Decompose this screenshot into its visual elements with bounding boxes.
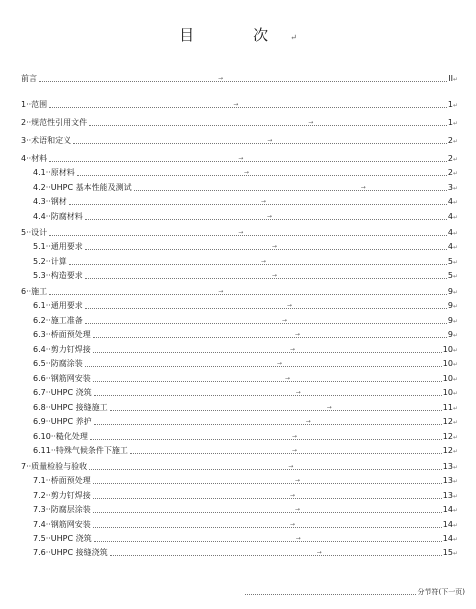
tab-arrow-icon: →: [294, 506, 300, 513]
toc-entry-page: [442, 415, 458, 430]
toc-entry-page: [447, 152, 458, 167]
tab-arrow-icon: →: [291, 447, 297, 454]
toc-dot-leader: [94, 535, 442, 542]
tab-arrow-icon: →: [308, 119, 314, 126]
toc-entry-label: 4.3··钢材: [33, 197, 67, 206]
toc-dot-leader: [94, 418, 442, 425]
tab-arrow-icon: →: [238, 155, 244, 162]
tab-arrow-icon: →: [295, 389, 301, 396]
tab-arrow-icon: →: [316, 549, 322, 556]
toc-entry-page: [442, 546, 458, 561]
toc-entry-page: [442, 518, 458, 533]
paragraph-mark-icon: ↵: [452, 418, 458, 426]
paragraph-mark-icon: ↵: [452, 433, 458, 441]
toc-entry-page: [442, 372, 458, 387]
toc-page-number: 10: [442, 387, 453, 397]
tab-arrow-icon: →: [260, 198, 266, 205]
toc-entry-label: 5.2··计算: [33, 257, 67, 266]
toc-dot-leader: [93, 521, 442, 528]
toc-page-number: 10: [442, 344, 453, 354]
paragraph-mark-icon: ↵: [452, 375, 458, 383]
toc-page-number: 9: [447, 286, 453, 296]
toc-page-number: 13: [442, 461, 453, 471]
toc-page-number: 10: [442, 373, 453, 383]
toc-entry-page: [442, 430, 458, 445]
toc-dot-leader: [93, 346, 442, 353]
tab-arrow-icon: →: [271, 243, 277, 250]
paragraph-mark-icon: ↵: [452, 389, 458, 397]
tab-arrow-icon: →: [289, 346, 295, 353]
toc-dot-leader: [94, 389, 442, 396]
section-break: [245, 587, 465, 597]
paragraph-mark-icon: ↵: [452, 492, 458, 500]
toc-entry-page: [442, 474, 458, 489]
toc-entry[interactable]: [21, 285, 458, 299]
toc-entry-label: 7··质量检验与验收: [21, 462, 88, 471]
toc-entry-page: [447, 72, 458, 87]
toc-entry-page: [447, 240, 458, 255]
toc-entry-label: 7.3··防腐层涂装: [33, 505, 91, 514]
toc-page-number: 13: [442, 490, 453, 500]
paragraph-mark-icon: ↵: [452, 360, 458, 368]
paragraph-mark-icon: ↵: [452, 198, 458, 206]
tab-arrow-icon: →: [218, 75, 224, 82]
toc-entry-page: [447, 181, 458, 196]
toc-entry-label: 7.1··桥面预处理: [33, 476, 91, 485]
toc-dot-leader: [134, 184, 447, 191]
toc-page-number: 2: [447, 135, 453, 145]
toc-entry[interactable]: [33, 195, 458, 209]
toc-entry-label: 6··施工: [21, 287, 48, 296]
toc-page-number: 10: [442, 358, 453, 368]
toc-title: [0, 24, 476, 45]
toc-page-number: 1: [447, 99, 453, 109]
toc-entry-label: 7.6··UHPC 接缝浇筑: [33, 548, 108, 557]
toc-dot-leader: [73, 137, 447, 144]
tab-arrow-icon: →: [260, 258, 266, 265]
toc-page-number: 4: [447, 227, 453, 237]
toc-entry[interactable]: [33, 546, 458, 560]
toc-dot-leader: [85, 243, 447, 250]
toc-dot-leader: [85, 360, 442, 367]
toc-entry-page: [447, 255, 458, 270]
tab-arrow-icon: →: [267, 137, 273, 144]
tab-arrow-icon: →: [294, 477, 300, 484]
toc-entry-page: [442, 460, 458, 475]
toc-entry-page: [442, 503, 458, 518]
toc-entry-label: 6.6··钢筋网安装: [33, 374, 91, 383]
tab-arrow-icon: →: [271, 272, 277, 279]
toc-entry-label: 6.9··UHPC 养护: [33, 417, 92, 426]
toc-entry-page: [442, 489, 458, 504]
toc-page-number: 12: [442, 445, 453, 455]
toc-entry[interactable]: [21, 226, 458, 240]
toc-entry-label: 4··材料: [21, 154, 48, 163]
toc-entry-label: 4.1··原材料: [33, 168, 75, 177]
paragraph-mark-icon: ↵: [452, 119, 458, 127]
toc-dot-leader: [110, 404, 442, 411]
toc-entry[interactable]: [33, 255, 458, 269]
toc-dot-leader: [110, 549, 442, 556]
toc-entry-label: 4.2··UHPC 基本性能及测试: [33, 183, 132, 192]
tab-arrow-icon: →: [289, 521, 295, 528]
toc-page-number: 15: [442, 547, 453, 557]
toc-entry-label: 2··规范性引用文件: [21, 118, 88, 127]
toc-entry-page: [442, 444, 458, 459]
toc-entry-label: 5.1··通用要求: [33, 242, 83, 251]
toc-page-number: 9: [447, 329, 453, 339]
toc-dot-leader: [49, 155, 447, 162]
toc-page-number: 12: [442, 431, 453, 441]
toc-page-number: 9: [447, 300, 453, 310]
toc-entry[interactable]: [21, 116, 458, 130]
toc-entry[interactable]: [33, 166, 458, 180]
toc-dot-leader: [93, 375, 442, 382]
toc-entry[interactable]: [33, 386, 458, 400]
paragraph-mark-icon: ↵: [452, 258, 458, 266]
tab-arrow-icon: →: [289, 492, 295, 499]
section-break-dots: [245, 594, 416, 595]
paragraph-mark-icon: ↵: [452, 506, 458, 514]
toc-dot-leader: [93, 331, 447, 338]
toc-entry[interactable]: [21, 98, 458, 112]
toc-entry-page: [447, 116, 458, 131]
toc-entry[interactable]: [21, 152, 458, 166]
toc-entry-label: 6.8··UHPC 接缝施工: [33, 403, 108, 412]
toc-page-number: 14: [442, 533, 453, 543]
toc-entry[interactable]: [33, 518, 458, 532]
toc-entry-label: 6.2··施工准备: [33, 316, 83, 325]
paragraph-mark-icon: ↵: [452, 346, 458, 354]
toc-entry-page: [447, 210, 458, 225]
toc-entry[interactable]: [33, 430, 458, 444]
toc-entry[interactable]: [33, 269, 458, 283]
tab-arrow-icon: →: [238, 229, 244, 236]
toc-entry-page: [447, 226, 458, 241]
paragraph-mark-icon: ↵: [452, 169, 458, 177]
toc-entry-label: 6.10··糙化处理: [33, 432, 88, 441]
paragraph-mark-icon: ↵: [452, 75, 458, 83]
toc-page-number: 2: [447, 167, 453, 177]
tab-arrow-icon: →: [286, 302, 292, 309]
toc-entry[interactable]: [33, 299, 458, 313]
paragraph-mark-icon: ↵: [452, 137, 458, 145]
tab-arrow-icon: →: [284, 375, 290, 382]
toc-entry-page: [442, 343, 458, 358]
paragraph-mark-icon: ↵: [290, 33, 297, 42]
toc-entry-page: [447, 269, 458, 284]
toc-title-text: 目 次: [179, 26, 291, 44]
toc-dot-leader: [85, 302, 447, 309]
toc-entry[interactable]: [33, 401, 458, 415]
toc-entry-page: [442, 386, 458, 401]
toc-dot-leader: [49, 229, 447, 236]
toc-dot-leader: [85, 213, 447, 220]
toc-entry-label: 6.7··UHPC 浇筑: [33, 388, 92, 397]
toc-entry-label: 6.1··通用要求: [33, 301, 83, 310]
toc-page-number: 11: [442, 402, 453, 412]
toc-page-number: 9: [447, 315, 453, 325]
toc-entry[interactable]: [33, 240, 458, 254]
paragraph-mark-icon: ↵: [452, 521, 458, 529]
toc-entry[interactable]: [33, 415, 458, 429]
paragraph-mark-icon: ↵: [452, 549, 458, 557]
toc-entry-label: 7.5··UHPC 浇筑: [33, 534, 92, 543]
toc-entry[interactable]: [33, 372, 458, 386]
paragraph-mark-icon: ↵: [452, 477, 458, 485]
toc-dot-leader: [90, 433, 442, 440]
paragraph-mark-icon: ↵: [452, 331, 458, 339]
toc-entry[interactable]: [33, 181, 458, 195]
tab-arrow-icon: →: [266, 213, 272, 220]
toc-page-number: 14: [442, 519, 453, 529]
toc-entry-label: 6.4··剪力钉焊接: [33, 345, 91, 354]
tab-arrow-icon: →: [360, 184, 366, 191]
tab-arrow-icon: →: [295, 535, 301, 542]
toc-entry[interactable]: [33, 314, 458, 328]
toc-page-number: II: [448, 73, 453, 83]
toc-entry[interactable]: [33, 444, 458, 458]
toc-entry-label: 6.3··桥面预处理: [33, 330, 91, 339]
tab-arrow-icon: →: [288, 463, 294, 470]
tab-arrow-icon: →: [291, 433, 297, 440]
paragraph-mark-icon: ↵: [452, 288, 458, 296]
toc-entry[interactable]: [21, 134, 458, 148]
tab-arrow-icon: →: [281, 317, 287, 324]
toc-entry-page: [447, 285, 458, 300]
toc-entry-label: 前言: [21, 74, 37, 83]
toc-dot-leader: [39, 75, 447, 82]
toc-entry-page: [447, 195, 458, 210]
toc-entry[interactable]: [21, 460, 458, 474]
toc-dot-leader: [49, 101, 447, 108]
toc-dot-leader: [85, 317, 447, 324]
toc-page-number: 2: [447, 153, 453, 163]
toc-entry[interactable]: [33, 503, 458, 517]
tab-arrow-icon: →: [294, 331, 300, 338]
toc-entry[interactable]: [21, 72, 458, 86]
toc-page-number: 3: [447, 182, 453, 192]
toc-entry-page: [442, 532, 458, 547]
toc-entry-label: 6.5··防腐涂装: [33, 359, 83, 368]
toc-entry-page: [447, 314, 458, 329]
paragraph-mark-icon: ↵: [452, 243, 458, 251]
paragraph-mark-icon: ↵: [452, 155, 458, 163]
toc-entry[interactable]: [33, 489, 458, 503]
toc-dot-leader: [130, 447, 442, 454]
toc-entry-page: [447, 134, 458, 149]
toc-entry-label: 1··范围: [21, 100, 48, 109]
tab-arrow-icon: →: [218, 288, 224, 295]
section-break-label: 分节符(下一页): [417, 588, 465, 596]
toc-page-number: 4: [447, 211, 453, 221]
toc-entry-label: 7.2··剪力钉焊接: [33, 491, 91, 500]
toc-entry-page: [442, 401, 458, 416]
toc-dot-leader: [89, 119, 447, 126]
toc-entry[interactable]: [33, 343, 458, 357]
toc-dot-leader: [77, 169, 447, 176]
toc-entry-label: 4.4··防腐材料: [33, 212, 83, 221]
toc-dot-leader: [69, 198, 447, 205]
tab-arrow-icon: →: [276, 360, 282, 367]
toc-page-number: 4: [447, 196, 453, 206]
toc-dot-leader: [89, 463, 442, 470]
toc-entry[interactable]: [33, 357, 458, 371]
tab-arrow-icon: →: [243, 169, 249, 176]
toc-dot-leader: [93, 492, 442, 499]
toc-dot-leader: [93, 506, 442, 513]
toc-entry-page: [447, 328, 458, 343]
toc-page-number: 14: [442, 504, 453, 514]
paragraph-mark-icon: ↵: [452, 302, 458, 310]
toc-page-number: 13: [442, 475, 453, 485]
paragraph-mark-icon: ↵: [452, 404, 458, 412]
toc-dot-leader: [85, 272, 447, 279]
toc-page-number: 12: [442, 416, 453, 426]
tab-arrow-icon: →: [305, 418, 311, 425]
toc-entry[interactable]: [33, 532, 458, 546]
toc-dot-leader: [69, 258, 447, 265]
toc-entry[interactable]: [33, 474, 458, 488]
paragraph-mark-icon: ↵: [452, 463, 458, 471]
paragraph-mark-icon: ↵: [452, 447, 458, 455]
tab-arrow-icon: →: [233, 101, 239, 108]
toc-entry[interactable]: [33, 328, 458, 342]
tab-arrow-icon: →: [326, 404, 332, 411]
toc-page-number: 4: [447, 241, 453, 251]
paragraph-mark-icon: ↵: [452, 101, 458, 109]
toc-entry-page: [447, 166, 458, 181]
toc-entry-page: [447, 299, 458, 314]
toc-page-number: 1: [447, 117, 453, 127]
paragraph-mark-icon: ↵: [452, 229, 458, 237]
toc-entry-page: [442, 357, 458, 372]
toc-entry-label: 6.11··特殊气候条件下施工: [33, 446, 128, 455]
paragraph-mark-icon: ↵: [452, 213, 458, 221]
toc-page-number: 5: [447, 270, 453, 280]
toc-entry-page: [447, 98, 458, 113]
toc-dot-leader: [93, 477, 442, 484]
toc-entry-label: 3··术语和定义: [21, 136, 72, 145]
toc-entry[interactable]: [33, 210, 458, 224]
paragraph-mark-icon: ↵: [452, 535, 458, 543]
paragraph-mark-icon: ↵: [452, 184, 458, 192]
paragraph-mark-icon: ↵: [452, 272, 458, 280]
toc-entry-label: 7.4··钢筋网安装: [33, 520, 91, 529]
toc-entry-label: 5··设计: [21, 228, 48, 237]
paragraph-mark-icon: ↵: [452, 317, 458, 325]
toc-dot-leader: [49, 288, 447, 295]
toc-page-number: 5: [447, 256, 453, 266]
toc-entry-label: 5.3··构造要求: [33, 271, 83, 280]
